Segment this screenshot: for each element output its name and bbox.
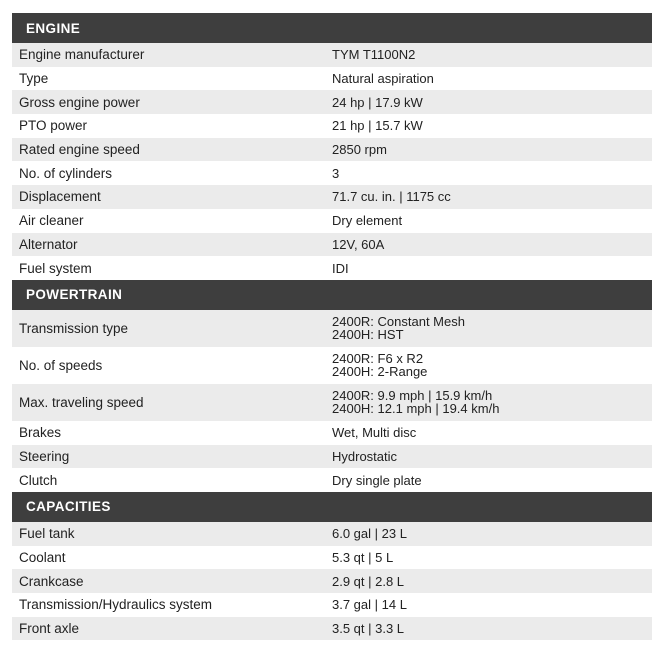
spec-row-fuel-system: [12, 256, 652, 280]
spec-row-fuel-tank: [12, 522, 652, 546]
section-header-capacities: CAPACITIES: [12, 492, 652, 522]
spec-value-line: Hydrostatic: [332, 448, 398, 464]
spec-value: [332, 48, 652, 61]
spec-value: [332, 426, 652, 439]
spec-row-displacement: [12, 185, 652, 209]
spec-label: Clutch: [19, 472, 58, 488]
spec-value-line: 2.9 qt | 2.8 L: [332, 573, 405, 589]
spec-value-line: 3.5 qt | 3.3 L: [332, 621, 405, 637]
section-header-powertrain: POWERTRAIN: [12, 280, 652, 310]
spec-value: [332, 598, 652, 611]
spec-row-gross-engine-power: [12, 90, 652, 114]
spec-label: Brakes: [19, 425, 62, 441]
spec-value: [332, 474, 652, 487]
spec-value-line: 12V, 60A: [332, 236, 385, 252]
spec-value-line: Dry single plate: [332, 472, 422, 488]
spec-value-line: 2400R: F6 x R2: [332, 351, 424, 367]
spec-label: PTO power: [19, 118, 88, 134]
spec-value: [332, 352, 652, 378]
spec-row-type: [12, 67, 652, 91]
spec-label: Fuel system: [19, 260, 92, 276]
spec-row-no-of-cylinders: [12, 161, 652, 185]
spec-label: Fuel tank: [19, 526, 75, 542]
spec-label: Gross engine power: [19, 94, 140, 110]
spec-value-line: IDI: [332, 260, 349, 276]
spec-label: Steering: [19, 448, 70, 464]
spec-value-line: 71.7 cu. in. | 1175 cc: [332, 189, 451, 205]
spec-row-pto-power: [12, 114, 652, 138]
spec-value-line: Natural aspiration: [332, 71, 434, 87]
spec-label: Front axle: [19, 621, 80, 637]
spec-row-alternator: [12, 233, 652, 257]
spec-value: [332, 119, 652, 132]
spec-value-line: 2400H: 12.1 mph | 19.4 km/h: [332, 401, 500, 417]
spec-value-line: 2400H: HST: [332, 327, 404, 343]
spec-value: [332, 96, 652, 109]
spec-row-brakes: [12, 421, 652, 445]
spec-value-line: TYM T1100N2: [332, 47, 416, 63]
spec-row-air-cleaner: [12, 209, 652, 233]
spec-label: Transmission type: [19, 320, 129, 336]
spec-value: [332, 238, 652, 251]
spec-value-line: 5.3 qt | 5 L: [332, 549, 394, 565]
spec-row-no-of-speeds: [12, 347, 652, 384]
spec-value: [332, 143, 652, 156]
spec-value: [332, 262, 652, 275]
spec-label: Displacement: [19, 189, 101, 205]
spec-row-engine-manufacturer: [12, 43, 652, 67]
spec-row-crankcase: [12, 569, 652, 593]
spec-label: No. of speeds: [19, 357, 103, 373]
spec-label: Crankcase: [19, 573, 84, 589]
spec-row-front-axle: [12, 617, 652, 641]
spec-row-max-traveling-speed: [12, 384, 652, 421]
spec-value-line: Wet, Multi disc: [332, 425, 417, 441]
spec-value: [332, 527, 652, 540]
spec-label: Max. traveling speed: [19, 394, 144, 410]
spec-label: Type: [19, 71, 49, 87]
spec-value-line: 24 hp | 17.9 kW: [332, 94, 423, 110]
spec-label: Alternator: [19, 236, 78, 252]
spec-row-rated-engine-speed: [12, 138, 652, 162]
spec-label: Rated engine speed: [19, 142, 140, 158]
spec-value-line: 2400R: 9.9 mph | 15.9 km/h: [332, 388, 493, 404]
spec-value-line: 3.7 gal | 14 L: [332, 597, 407, 613]
spec-label: Engine manufacturer: [19, 47, 145, 63]
spec-value: [332, 450, 652, 463]
spec-value-line: 3: [332, 165, 340, 181]
spec-label: Coolant: [19, 549, 66, 565]
spec-value: [332, 551, 652, 564]
spec-value-line: 21 hp | 15.7 kW: [332, 118, 423, 134]
spec-row-clutch: [12, 468, 652, 492]
spec-table: [12, 13, 652, 640]
spec-value: [332, 167, 652, 180]
spec-value: [332, 214, 652, 227]
spec-value: [332, 315, 652, 341]
section-header-engine: ENGINE: [12, 13, 652, 43]
spec-label: Air cleaner: [19, 213, 84, 229]
spec-value: [332, 575, 652, 588]
spec-value: [332, 622, 652, 635]
spec-label: No. of cylinders: [19, 165, 113, 181]
spec-label: Transmission/Hydraulics system: [19, 597, 213, 613]
spec-value-line: 2400R: Constant Mesh: [332, 314, 465, 330]
spec-value: [332, 190, 652, 203]
spec-value: [332, 389, 652, 415]
spec-value-line: 6.0 gal | 23 L: [332, 526, 407, 542]
spec-row-transmission-hydraulics-system: [12, 593, 652, 617]
spec-value-line: 2850 rpm: [332, 142, 387, 158]
spec-row-transmission-type: [12, 310, 652, 347]
spec-value: [332, 72, 652, 85]
spec-value-line: Dry element: [332, 213, 403, 229]
spec-row-steering: [12, 445, 652, 469]
spec-row-coolant: [12, 546, 652, 570]
spec-value-line: 2400H: 2-Range: [332, 364, 428, 380]
